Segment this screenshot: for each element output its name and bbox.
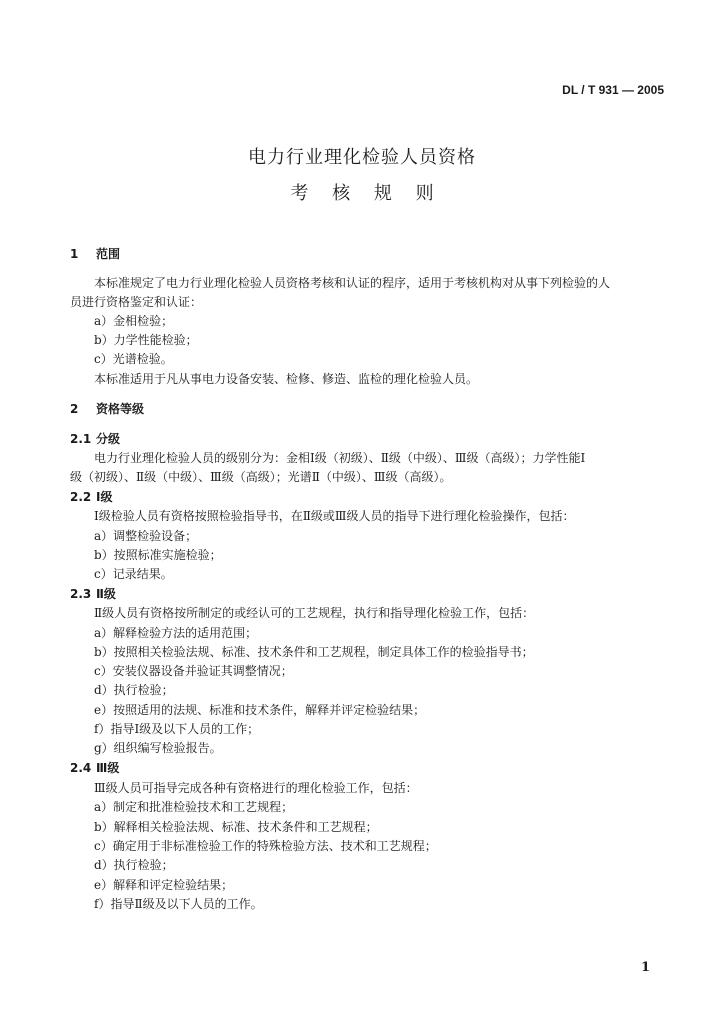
section-title: 分级 <box>96 432 121 446</box>
document-subtitle: 考 核 规 则 <box>290 183 434 204</box>
section-1-heading <box>70 245 120 262</box>
document-title: 电力行业理化检验人员资格 <box>248 147 476 168</box>
standard-code: DL / T 931 — 2005 <box>562 83 664 97</box>
list-item: c）确定用于非标准检验工作的特殊检验方法、技术和工艺规程； <box>94 839 437 853</box>
list-item: c）安装仪器设备并验证其调整情况； <box>94 664 293 678</box>
section-title: 范围 <box>96 247 121 261</box>
page-number: 1 <box>641 960 651 975</box>
paragraph-line: Ⅰ级检验人员有资格按照检验指导书，在Ⅱ级或Ⅲ级人员的指导下进行理化检验操作，包括： <box>94 509 575 523</box>
section-title: Ⅰ级 <box>96 490 113 504</box>
paragraph-line: Ⅱ级人员有资格按所制定的或经认可的工艺规程，执行和指导理化检验工作，包括： <box>94 606 535 620</box>
paragraph-line: 级（初级）、Ⅱ级（中级）、Ⅲ级（高级）；光谱Ⅱ（中级）、Ⅲ级（高级）。 <box>70 470 452 484</box>
list-item: b）解释相关检验法规、标准、技术条件和工艺规程； <box>94 820 378 834</box>
list-item: g）组织编写检验报告。 <box>94 741 222 755</box>
list-item: a）制定和批准检验技术和工艺规程； <box>94 800 294 814</box>
section-number: 2.3 <box>70 587 92 601</box>
section-2-2-heading <box>70 488 112 505</box>
list-item: a）调整检验设备； <box>94 529 198 543</box>
list-item: d）执行检验； <box>94 683 174 697</box>
section-title: 资格等级 <box>96 402 145 416</box>
list-item: c）记录结果。 <box>94 567 173 581</box>
paragraph-line: 本标准规定了电力行业理化检验人员资格考核和认证的程序，适用于考核机构对从事下列检验的人 <box>94 276 611 290</box>
section-number: 2 <box>70 402 79 416</box>
list-item: e）解释和评定检验结果； <box>94 878 234 892</box>
list-item: f）指导Ⅰ级及以下人员的工作； <box>94 722 260 736</box>
list-item: c）光谱检验。 <box>94 352 173 366</box>
list-item: d）执行检验； <box>94 858 174 872</box>
list-item: f）指导Ⅱ级及以下人员的工作。 <box>94 897 263 911</box>
paragraph-line: Ⅲ级人员可指导完成各种有资格进行的理化检验工作，包括： <box>94 781 418 795</box>
section-2-1-heading <box>70 430 120 447</box>
paragraph-line: 员进行资格鉴定和认证： <box>70 295 203 309</box>
section-number: 2.1 <box>70 432 92 446</box>
paragraph-line: 本标准适用于凡从事电力设备安装、检修、修造、监检的理化检验人员。 <box>94 372 479 386</box>
list-item: b）按照标准实施检验； <box>94 548 222 562</box>
section-title: Ⅲ级 <box>96 761 120 775</box>
section-number: 2.2 <box>70 490 92 504</box>
section-2-heading <box>70 400 144 417</box>
section-number: 2.4 <box>70 761 92 775</box>
section-2-4-heading <box>70 759 119 776</box>
paragraph-line: 电力行业理化检验人员的级别分为：金相Ⅰ级（初级）、Ⅱ级（中级）、Ⅲ级（高级）；力学性能Ⅰ <box>94 451 586 465</box>
list-item: a）金相检验； <box>94 314 174 328</box>
list-item: b）按照相关检验法规、标准、技术条件和工艺规程，制定具体工作的检验指导书； <box>94 645 534 659</box>
section-number: 1 <box>70 247 79 261</box>
list-item: b）力学性能检验； <box>94 333 198 347</box>
list-item: a）解释检验方法的适用范围； <box>94 626 258 640</box>
section-title: Ⅱ级 <box>96 587 116 601</box>
list-item: e）按照适用的法规、标准和技术条件，解释并评定检验结果； <box>94 703 426 717</box>
section-2-3-heading <box>70 585 116 602</box>
